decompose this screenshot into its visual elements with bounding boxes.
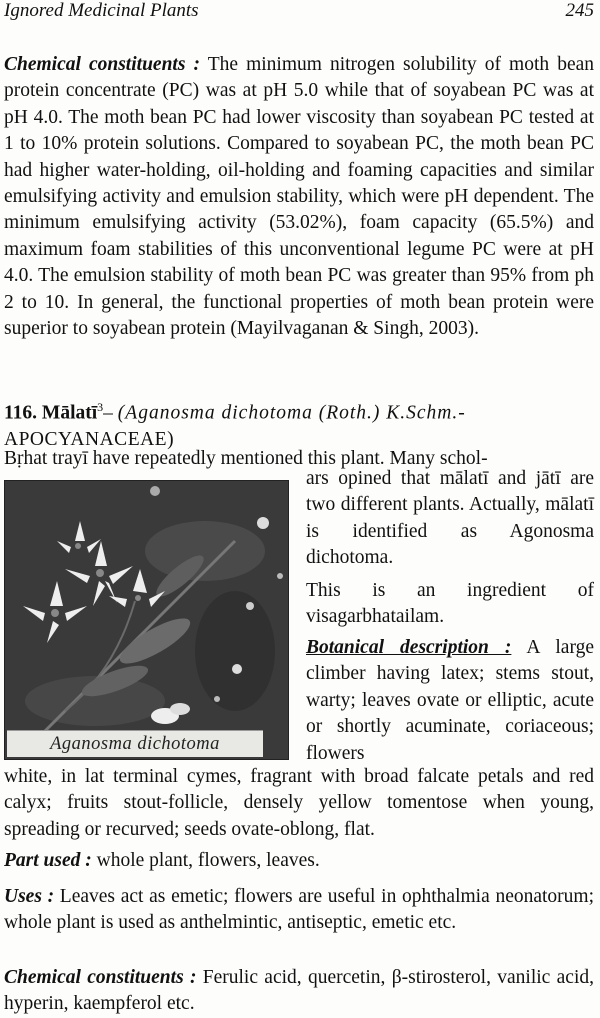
part-used-paragraph <box>4 848 594 874</box>
uses-paragraph <box>4 884 594 937</box>
paragraph-text: Ferulic acid, quercetin, β-stirosterol, vanilic acid, hyperin, kaempferol etc. <box>4 967 594 1015</box>
botanical-description-continuation: white, in lat terminal cymes, fragrant with broad falcate petals and red calyx; fruits stout-follicle, densely yellow tomentose when young, spreading or recurved; seeds ovate-oblong, flat. <box>4 766 594 840</box>
intro-side-text: ars opined that mālatī and jātī are two different plants. Actually, mālatī is identified as Agonosma dichotoma. <box>306 468 594 569</box>
entry-dash: – <box>103 402 118 424</box>
paragraph-lead: Uses : <box>4 886 55 907</box>
entry-superscript: 3 <box>97 400 104 414</box>
chemical-constituents-paragraph-1 <box>4 52 594 342</box>
botanical-name: (Aganosma dichotoma (Roth.) K.Schm.- <box>117 402 466 424</box>
paragraph-text: A large climber having latex; stems stout, warty; leaves ovate or elliptic, acute or shortly acuminate, coriaceous; flowers <box>306 637 594 764</box>
plant-family: APOCYANACEAE) <box>4 428 175 450</box>
intro-first-line: Bṛhat trayī have repeatedly mentioned this plant. Many schol- <box>4 448 488 469</box>
running-head <box>4 0 594 24</box>
flower-photo-icon <box>5 481 288 759</box>
figure-caption: Aganosma dichotoma <box>7 730 263 757</box>
paragraph-text: Leaves act as emetic; flowers are useful in ophthalmia neonatorum; whole plant is used as anthelmintic, antiseptic, emetic etc. <box>4 886 594 934</box>
paragraph-text: The minimum nitrogen solubility of moth bean protein concentrate (PC) was at pH 5.0 while that of soyabean PC was at pH 4.0. The moth bean PC had lower viscosity than soyabean PC tested at 1 to 10% protein solutions. Compared to soyabean PC, the moth bean PC had higher water-holding, oil-holding and foaming capacities and similar emulsifying activity and emulsion stability, which were pH dependent. The minimum emulsifying activity (53.02%), foam capacity (65.5%) and maximum foam stabilities of this unconventional legume PC were at pH 4.0. The emulsion stability of moth bean PC was greater than 95% from ph 2 to 10. In general, the functional properties of moth bean protein were superior to soyabean protein (Mayilvaganan & Singh, 2003). <box>4 54 595 340</box>
botanical-description-side <box>306 635 594 767</box>
entry-heading <box>4 394 594 453</box>
running-head-title: Ignored Medicinal Plants <box>4 0 199 21</box>
paragraph-lead: Chemical constituents : <box>4 967 197 988</box>
paragraph-lead: Part used : <box>4 850 92 871</box>
plant-photo <box>4 480 289 760</box>
page-number: 245 <box>565 0 594 21</box>
paragraph-lead: Botanical description : <box>306 637 512 658</box>
paragraph-lead: Chemical constituents : <box>4 54 200 75</box>
entry-number-name: 116. Mālatī <box>4 402 98 424</box>
ingredient-text: This is an ingredient of visagarbhatailam. <box>306 580 594 628</box>
chemical-constituents-paragraph-2 <box>4 965 594 1018</box>
paragraph-text: whole plant, flowers, leaves. <box>91 850 320 871</box>
